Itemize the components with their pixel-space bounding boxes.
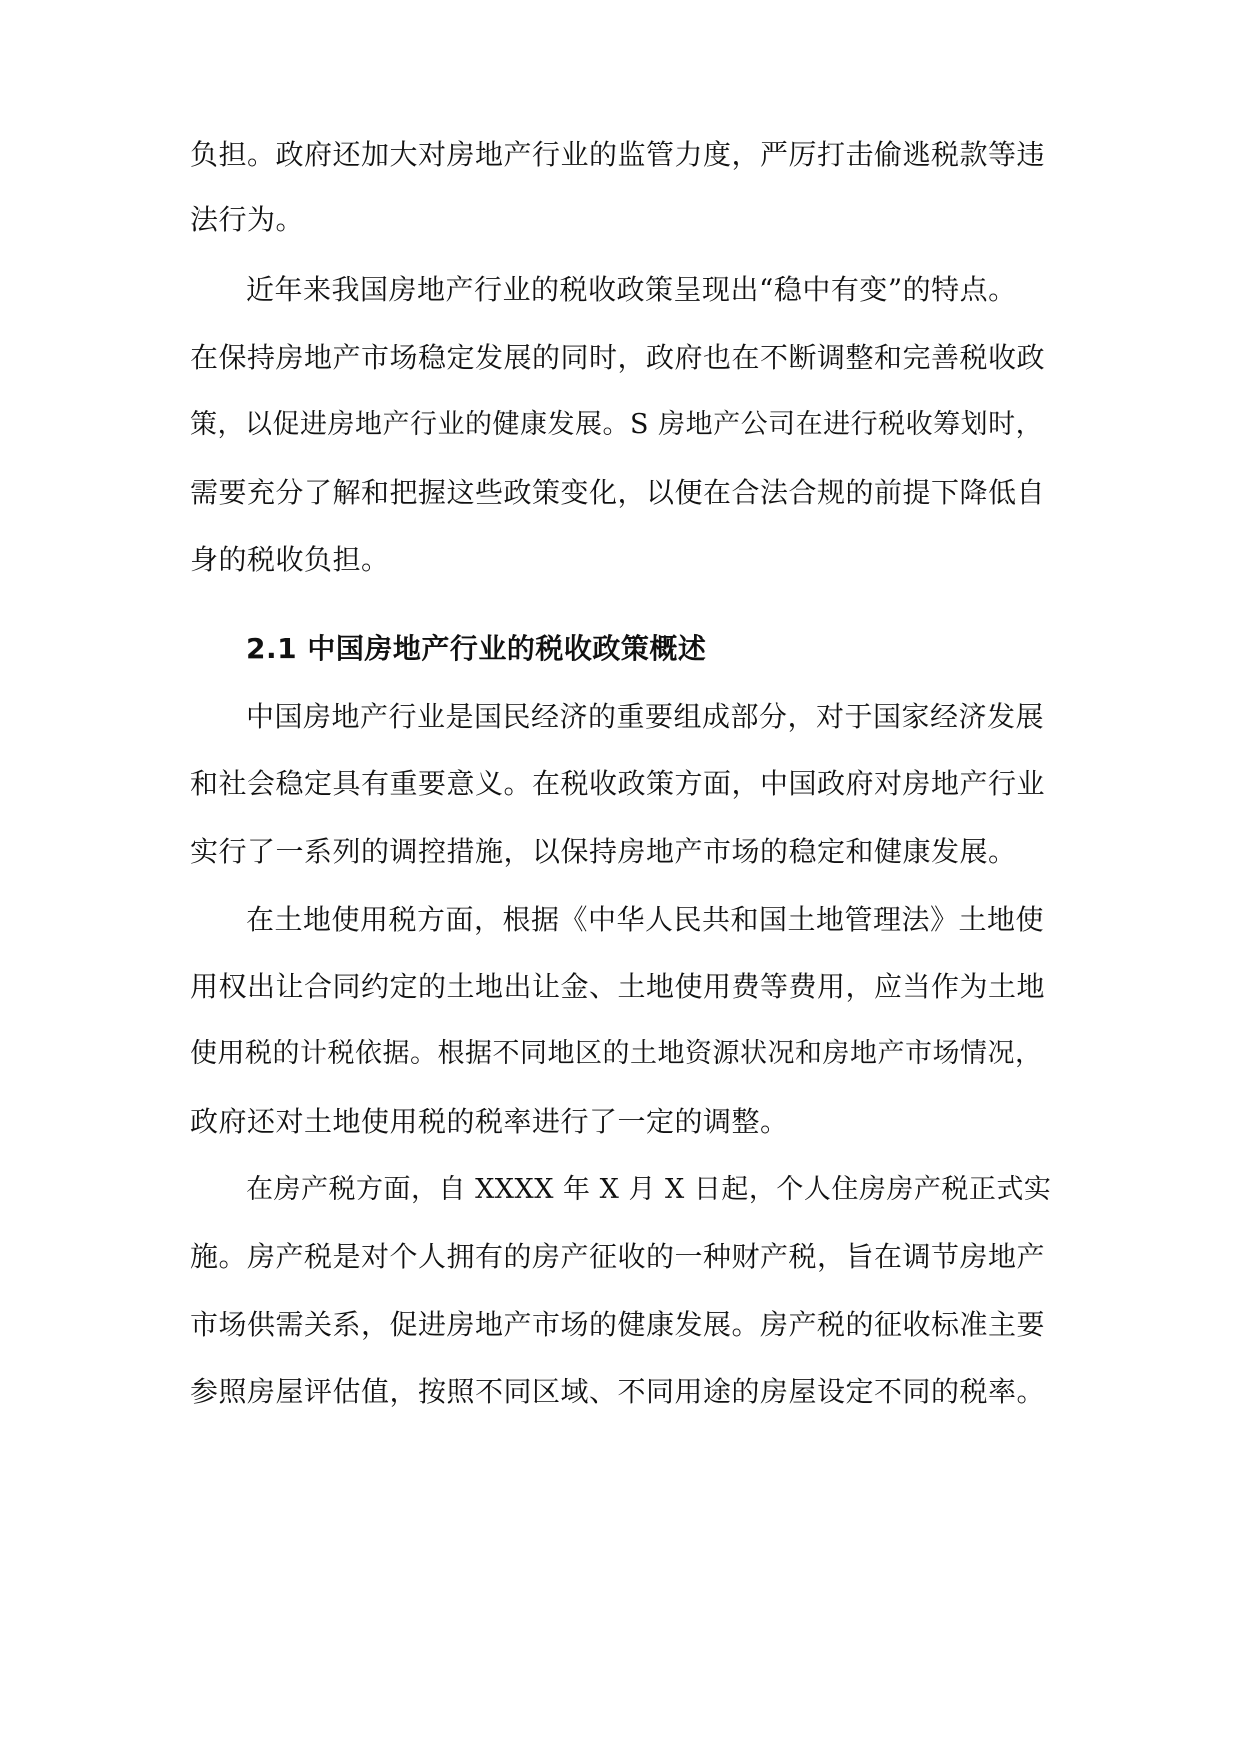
paragraph-2-line-2: 在保持房地产市场稳定发展的同时，政府也在不断调整和完善税收政	[190, 341, 1046, 374]
paragraph-2-line-5: 身的税收负担。	[190, 543, 390, 576]
paragraph-1-line-2: 法行为。	[190, 203, 305, 236]
paragraph-2-line-4: 需要充分了解和把握这些政策变化，以便在合法合规的前提下降低自	[190, 476, 1046, 509]
paragraph-4-line-3: 使用税的计税依据。根据不同地区的土地资源状况和房地产市场情况，	[190, 1038, 1043, 1069]
paragraph-4-line-2: 用权出让合同约定的土地出让金、土地使用费等费用，应当作为土地	[190, 970, 1046, 1003]
paragraph-4-line-4: 政府还对土地使用税的税率进行了一定的调整。	[190, 1105, 789, 1138]
paragraph-1-line-1: 负担。政府还加大对房地产行业的监管力度，严厉打击偷逃税款等违	[190, 138, 1046, 171]
paragraph-5-line-4: 参照房屋评估值，按照不同区域、不同用途的房屋设定不同的税率。	[190, 1375, 1046, 1408]
paragraph-5-line-2: 施。房产税是对个人拥有的房产征收的一种财产税，旨在调节房地产	[190, 1240, 1046, 1273]
paragraph-4-line-1: 在土地使用税方面，根据《中华人民共和国土地管理法》土地使	[246, 903, 1045, 936]
paragraph-5-line-3: 市场供需关系，促进房地产市场的健康发展。房产税的征收标准主要	[190, 1308, 1046, 1341]
paragraph-3-line-3: 实行了一系列的调控措施，以保持房地产市场的稳定和健康发展。	[190, 835, 1017, 868]
section-heading: 2.1 中国房地产行业的税收政策概述	[246, 632, 707, 665]
paragraph-5-line-1: 在房产税方面，自 XXXX 年 X 月 X 日起，个人住房房产税正式实	[246, 1174, 1052, 1205]
paragraph-3-line-2: 和社会稳定具有重要意义。在税收政策方面，中国政府对房地产行业	[190, 767, 1046, 800]
paragraph-2-line-3: 策，以促进房地产行业的健康发展。S 房地产公司在进行税收筹划时，	[190, 409, 1044, 440]
paragraph-2-line-1: 近年来我国房地产行业的税收政策呈现出“稳中有变”的特点。	[246, 273, 1017, 306]
paragraph-3-line-1: 中国房地产行业是国民经济的重要组成部分，对于国家经济发展	[246, 700, 1045, 733]
